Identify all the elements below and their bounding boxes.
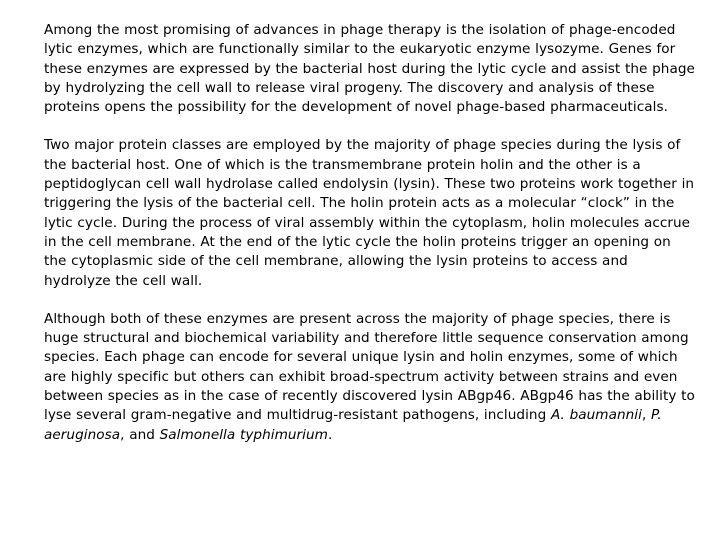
paragraph-3-end: . (327, 426, 333, 443)
separator-2: , and (120, 426, 160, 443)
species-salmonella-typhimurium: Salmonella typhimurium (159, 426, 328, 443)
paragraph-3 (44, 310, 696, 445)
species-a-baumannii: A. baumannii (550, 407, 642, 424)
paragraph-1: Among the most promising of advances in phage therapy is the isolation of phage-encoded lytic enzymes, which are functionally similar to the eukaryotic enzyme lysozyme. Genes for these enzymes are expressed by the bacterial host during the lytic cycle and assist the phage by hydrolyzing the cell wall to release viral progeny. The discovery and analysis of these proteins opens the possibility for the development of novel phage-based pharmaceuticals. (44, 22, 695, 116)
paragraph-2: Two major protein classes are employed by the majority of phage species during the lysis of the bacterial host. One of which is the transmembrane protein holin and the other is a peptidoglycan cell wall hydrolase called endolysin (lysin). These two proteins work together in triggering the lysis of the bacterial cell. The holin protein acts as a molecular “clock” in the lytic cycle. During the process of viral assembly within the cytoplasm, holin molecules accrue in the cell membrane. At the end of the lytic cycle the holin proteins trigger an opening on the cytoplasmic side of the cell membrane, allowing the lysin proteins to access and hydrolyze the cell wall. (44, 137, 695, 289)
paragraph-3-body: Although both of these enzymes are present across the majority of phage species, there is huge structural and biochemical variability and therefore little sequence conservation among species. Each phage can encode for several unique lysin and holin enzymes, some of which are highly specific but others can exhibit broad-spectrum activity between strains and even between species as in the case of recently discovered lysin ABgp46. ABgp46 has the ability to lyse several gram-negative and multidrug-resistant pathogens, including (44, 310, 695, 424)
separator-1: , (641, 407, 652, 424)
species-p-aeruginosa: P. aeruginosa (44, 407, 662, 443)
